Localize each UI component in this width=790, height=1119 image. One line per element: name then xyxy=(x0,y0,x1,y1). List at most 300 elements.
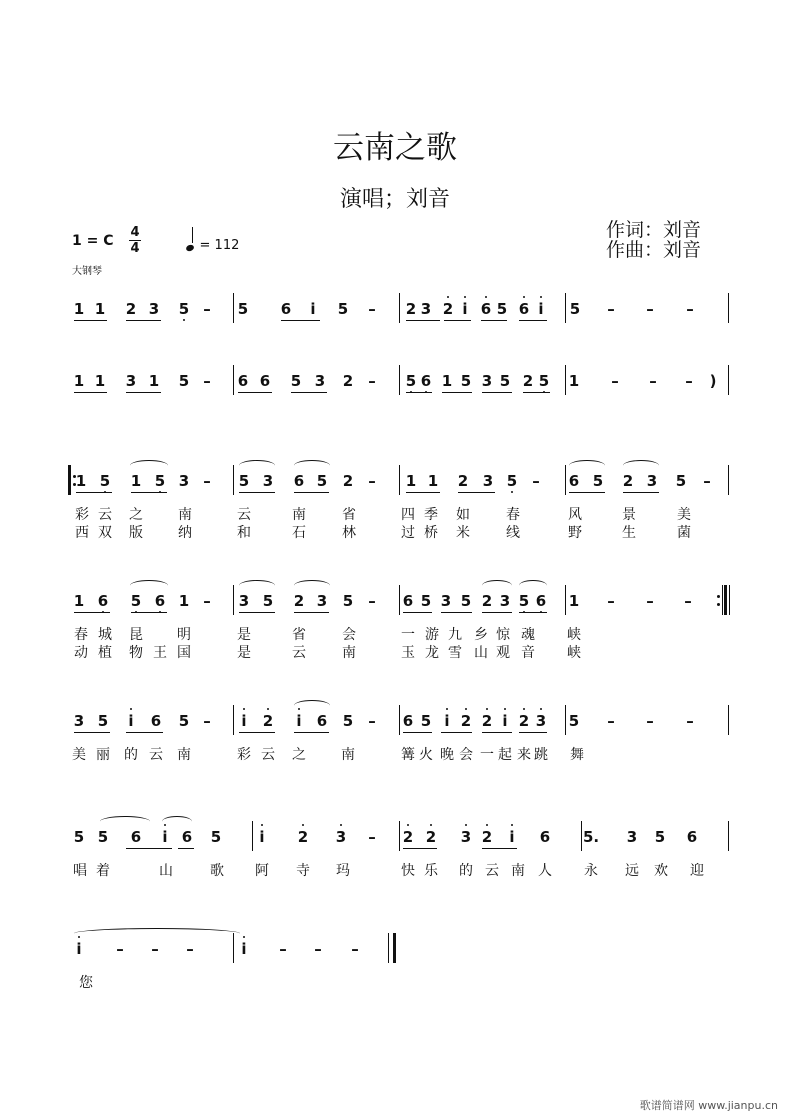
bar-line xyxy=(399,293,400,323)
note-6-6: 5 xyxy=(210,828,222,846)
note-1-16: 6 xyxy=(478,300,494,318)
note-2-23: – xyxy=(649,372,657,390)
note-1-14: 2 xyxy=(440,300,456,318)
note-6-19: 5 xyxy=(654,828,666,846)
note-6-14: 2 xyxy=(479,828,495,846)
note-1-3: 2 xyxy=(125,300,137,318)
note-3-9: 6 xyxy=(293,472,305,490)
note-4-1: 1 xyxy=(73,592,85,610)
note-3-23: 5 xyxy=(675,472,687,490)
final-thick-bar xyxy=(393,933,396,963)
beam-underline xyxy=(482,732,512,733)
octave-dot-above xyxy=(430,824,432,826)
slur-tie xyxy=(519,580,547,591)
slur-tie xyxy=(100,816,150,827)
beam-underline xyxy=(523,392,550,393)
note-4-10: 3 xyxy=(316,592,328,610)
lyric-lyrics1-5-1: 美 xyxy=(72,747,86,763)
note-7-8: – xyxy=(351,940,359,958)
note-4-5: 1 xyxy=(178,592,190,610)
note-6-17: 5. xyxy=(583,828,600,846)
lyric-lyrics1-5-11: 火 xyxy=(419,747,433,763)
tempo-value: = 112 xyxy=(199,238,240,253)
note-4-24: – xyxy=(684,592,692,610)
lyric-lyrics1-6-13: 人 xyxy=(538,863,552,879)
octave-dot-above xyxy=(340,824,342,826)
note-4-4: 6 xyxy=(152,592,168,610)
lyric-lyrics1-5-8: 之 xyxy=(292,747,306,763)
note-6-9: 3 xyxy=(333,828,349,846)
lyric-lyrics1-4-12: 惊 xyxy=(496,627,510,643)
slur-tie xyxy=(569,460,605,471)
beam-underline xyxy=(294,492,329,493)
lyric-lyrics1-5-12: 晚 xyxy=(440,747,454,763)
note-5-11: 5 xyxy=(342,712,354,730)
slur-tie xyxy=(74,928,240,939)
slur-tie xyxy=(623,460,659,471)
beam-underline xyxy=(239,492,275,493)
lyric-lyrics1-6-6: 寺 xyxy=(296,863,310,879)
beam-underline xyxy=(126,392,161,393)
octave-dot-above xyxy=(267,708,269,710)
note-1-2: 1 xyxy=(94,300,106,318)
octave-dot-above xyxy=(523,296,525,298)
note-1-17: 5 xyxy=(496,300,508,318)
octave-dot-below xyxy=(511,491,513,493)
quarter-note-stem xyxy=(192,227,193,243)
bar-line xyxy=(399,821,400,851)
note-1-12: 2 xyxy=(405,300,417,318)
lyric-lyrics1-3-5: 云 xyxy=(237,507,251,523)
lyric-lyrics2-3-5: 和 xyxy=(237,525,251,541)
note-5-17: 2 xyxy=(479,712,495,730)
lyric-lyrics1-5-15: 起 xyxy=(498,747,512,763)
lyric-lyrics1-3-12: 风 xyxy=(568,507,582,523)
note-1-18: 6 xyxy=(516,300,532,318)
repeat-end-bar xyxy=(724,585,727,615)
note-1-10: 5 xyxy=(337,300,349,318)
beam-underline xyxy=(482,612,512,613)
bar-line xyxy=(399,365,400,395)
watermark: 歌谱简谱网 www.jianpu.cn xyxy=(639,1099,778,1112)
octave-dot-above xyxy=(485,296,487,298)
lyricist-credit: 作词：刘音 xyxy=(606,219,702,241)
note-3-1: 1 xyxy=(75,472,87,490)
lyric-lyrics1-4-9: 游 xyxy=(425,627,439,643)
note-1-4: 3 xyxy=(148,300,160,318)
bar-line xyxy=(233,465,234,495)
beam-underline xyxy=(403,848,437,849)
lyric-lyrics1-5-13: 会 xyxy=(459,747,473,763)
bar-line xyxy=(728,705,729,735)
note-5-14: 5 xyxy=(420,712,432,730)
note-4-13: 6 xyxy=(402,592,414,610)
beam-underline xyxy=(294,732,329,733)
octave-dot-above xyxy=(486,708,488,710)
lyric-lyrics1-5-10: 篝 xyxy=(401,747,415,763)
note-4-22: – xyxy=(607,592,615,610)
lyric-lyrics2-4-14: 音 xyxy=(521,645,535,661)
lyric-lyrics2-4-15: 峡 xyxy=(567,645,581,661)
note-2-8: 6 xyxy=(259,372,271,390)
note-5-13: 6 xyxy=(402,712,414,730)
lyric-lyrics1-4-6: 省 xyxy=(292,627,306,643)
note-3-22: 3 xyxy=(646,472,658,490)
note-5-1: 3 xyxy=(73,712,85,730)
note-5-8: 2 xyxy=(260,712,276,730)
lyric-lyrics1-5-17: 跳 xyxy=(534,747,548,763)
note-3-12: – xyxy=(368,472,376,490)
lyric-lyrics1-5-7: 云 xyxy=(261,747,275,763)
note-1-6: – xyxy=(203,300,211,318)
note-1-21: – xyxy=(607,300,615,318)
beam-underline xyxy=(441,612,472,613)
note-6-2: 5 xyxy=(97,828,109,846)
beam-underline xyxy=(74,392,107,393)
bar-line xyxy=(565,465,566,495)
note-1-9: i xyxy=(310,300,316,318)
lyric-lyrics2-3-6: 石 xyxy=(292,525,306,541)
bar-line xyxy=(581,821,582,851)
note-3-21: 2 xyxy=(622,472,634,490)
note-5-7: i xyxy=(236,712,252,730)
note-2-13: 5 xyxy=(403,372,419,390)
note-5-23: – xyxy=(646,712,654,730)
score-row-4 xyxy=(0,592,790,672)
note-4-17: 2 xyxy=(481,592,493,610)
note-3-13: 1 xyxy=(405,472,417,490)
score-row-3 xyxy=(0,472,790,552)
lyric-lyrics2-4-6: 是 xyxy=(237,645,251,661)
note-5-21: 5 xyxy=(568,712,580,730)
note-2-25: ) xyxy=(709,372,717,390)
octave-dot-above xyxy=(130,708,132,710)
octave-dot-above xyxy=(486,824,488,826)
beam-underline xyxy=(482,392,512,393)
note-6-5: 6 xyxy=(181,828,193,846)
note-4-18: 3 xyxy=(499,592,511,610)
note-2-3: 3 xyxy=(125,372,137,390)
lyric-lyrics1-3-9: 季 xyxy=(424,507,438,523)
beam-underline xyxy=(239,732,275,733)
lyric-lyrics2-4-9: 玉 xyxy=(401,645,415,661)
octave-dot-above xyxy=(523,708,525,710)
octave-dot-above xyxy=(302,824,304,826)
note-5-24: – xyxy=(686,712,694,730)
repeat-end-thin-bar xyxy=(729,585,730,615)
lyric-lyrics1-6-14: 永 xyxy=(584,863,598,879)
beam-underline xyxy=(442,392,472,393)
lyric-lyrics2-3-9: 桥 xyxy=(424,525,438,541)
note-1-5: 5 xyxy=(176,300,192,318)
lyric-lyrics2-3-3: 版 xyxy=(129,525,143,541)
beam-underline xyxy=(569,492,605,493)
beam-underline xyxy=(126,320,161,321)
beam-underline xyxy=(74,612,110,613)
note-2-5: 5 xyxy=(178,372,190,390)
lyric-lyrics1-4-2: 城 xyxy=(98,627,112,643)
beam-underline xyxy=(291,392,327,393)
note-2-20: 5 xyxy=(536,372,552,390)
lyric-lyrics1-5-3: 的 xyxy=(124,747,138,763)
beam-underline xyxy=(403,732,432,733)
note-3-18: – xyxy=(532,472,540,490)
note-5-18: i xyxy=(497,712,513,730)
note-5-12: – xyxy=(368,712,376,730)
note-5-3: i xyxy=(123,712,139,730)
note-5-16: 2 xyxy=(458,712,474,730)
note-6-1: 5 xyxy=(73,828,85,846)
beam-underline xyxy=(178,848,194,849)
bar-line xyxy=(565,293,566,323)
note-3-4: 5 xyxy=(152,472,168,490)
octave-dot-above xyxy=(465,824,467,826)
note-2-11: 2 xyxy=(342,372,354,390)
lyric-lyrics1-3-1: 彩 xyxy=(75,507,89,523)
octave-dot-above xyxy=(465,708,467,710)
score-row-7 xyxy=(0,940,790,1020)
lyric-lyrics1-6-17: 迎 xyxy=(690,863,704,879)
note-2-24: – xyxy=(685,372,693,390)
note-3-5: 3 xyxy=(178,472,190,490)
repeat-start-bar xyxy=(68,465,71,495)
lyric-lyrics1-3-13: 景 xyxy=(622,507,636,523)
lyric-lyrics1-6-9: 乐 xyxy=(424,863,438,879)
note-4-8: 5 xyxy=(262,592,274,610)
octave-dot-above xyxy=(261,824,263,826)
lyric-lyrics1-5-5: 南 xyxy=(177,747,191,763)
lyric-lyrics1-6-11: 云 xyxy=(485,863,499,879)
beam-underline xyxy=(74,732,110,733)
note-4-11: 5 xyxy=(342,592,354,610)
note-7-4: – xyxy=(186,940,194,958)
note-5-19: 2 xyxy=(516,712,532,730)
octave-dot-above xyxy=(464,296,466,298)
note-7-3: – xyxy=(151,940,159,958)
note-4-7: 3 xyxy=(238,592,250,610)
beam-underline xyxy=(239,612,275,613)
beam-underline xyxy=(131,492,167,493)
note-3-6: – xyxy=(203,472,211,490)
note-3-24: – xyxy=(703,472,711,490)
lyric-lyrics2-4-11: 雪 xyxy=(448,645,462,661)
lyric-lyrics1-4-13: 魂 xyxy=(521,627,535,643)
slur-tie xyxy=(239,580,275,591)
note-3-2: 5 xyxy=(97,472,113,490)
note-1-7: 5 xyxy=(237,300,249,318)
slur-tie xyxy=(130,580,168,591)
octave-dot-above xyxy=(540,708,542,710)
lyric-lyrics2-4-10: 龙 xyxy=(425,645,439,661)
octave-dot-above xyxy=(447,296,449,298)
note-6-13: 3 xyxy=(458,828,474,846)
note-2-14: 6 xyxy=(418,372,434,390)
note-1-1: 1 xyxy=(73,300,85,318)
note-6-20: 6 xyxy=(686,828,698,846)
lyric-lyrics2-4-4: 王 xyxy=(153,645,167,661)
beam-underline xyxy=(444,320,471,321)
note-4-15: 3 xyxy=(440,592,452,610)
beam-underline xyxy=(294,612,329,613)
octave-dot-above xyxy=(407,824,409,826)
note-3-7: 5 xyxy=(238,472,250,490)
performer-line: 演唱；刘音 xyxy=(339,187,450,212)
key-signature: 1 = C xyxy=(72,233,114,249)
note-5-15: i xyxy=(439,712,455,730)
beam-underline xyxy=(281,320,320,321)
bar-line xyxy=(399,465,400,495)
octave-dot-above xyxy=(243,936,245,938)
lyric-lyrics1-5-14: 一 xyxy=(480,747,494,763)
note-2-1: 1 xyxy=(73,372,85,390)
note-3-10: 5 xyxy=(316,472,328,490)
beam-underline xyxy=(482,848,517,849)
repeat-dots xyxy=(717,589,720,609)
note-4-23: – xyxy=(646,592,654,610)
lyric-lyrics2-4-12: 山 xyxy=(474,645,488,661)
beam-underline xyxy=(76,492,112,493)
lyric-lyrics1-6-12: 南 xyxy=(511,863,525,879)
octave-dot-above xyxy=(540,296,542,298)
slur-tie xyxy=(130,460,168,471)
time-signature-bottom: 4 xyxy=(130,241,140,256)
note-6-15: i xyxy=(504,828,520,846)
note-1-8: 6 xyxy=(280,300,292,318)
slur-tie xyxy=(162,816,192,827)
lyric-lyrics2-4-5: 国 xyxy=(177,645,191,661)
lyric-lyrics1-5-18: 舞 xyxy=(570,747,584,763)
beam-underline xyxy=(519,612,547,613)
bar-line xyxy=(728,293,729,323)
beam-underline xyxy=(406,392,432,393)
bar-line xyxy=(399,585,400,615)
note-6-7: i xyxy=(254,828,270,846)
lyric-lyrics2-4-2: 植 xyxy=(98,645,112,661)
bar-line xyxy=(565,585,566,615)
instrument-label: 大钢琴 xyxy=(72,266,102,277)
note-2-6: – xyxy=(203,372,211,390)
note-2-21: 1 xyxy=(568,372,580,390)
beam-underline xyxy=(481,320,507,321)
note-2-12: – xyxy=(368,372,376,390)
lyric-lyrics1-5-9: 南 xyxy=(341,747,355,763)
octave-dot-below xyxy=(183,319,185,321)
lyric-lyrics1-3-2: 云 xyxy=(98,507,112,523)
note-6-18: 3 xyxy=(626,828,638,846)
lyric-lyrics1-6-2: 着 xyxy=(96,863,110,879)
lyric-lyrics1-4-5: 是 xyxy=(237,627,251,643)
bar-line xyxy=(252,821,253,851)
note-4-2: 6 xyxy=(95,592,111,610)
note-5-5: 5 xyxy=(178,712,190,730)
note-2-17: 3 xyxy=(481,372,493,390)
note-4-14: 5 xyxy=(420,592,432,610)
note-3-16: 3 xyxy=(482,472,494,490)
note-6-4: i xyxy=(157,828,173,846)
lyric-lyrics2-4-1: 动 xyxy=(74,645,88,661)
bar-line xyxy=(728,465,729,495)
note-1-11: – xyxy=(368,300,376,318)
note-2-10: 3 xyxy=(314,372,326,390)
note-1-23: – xyxy=(686,300,694,318)
note-2-16: 5 xyxy=(460,372,472,390)
lyric-lyrics1-3-4: 南 xyxy=(178,507,192,523)
note-6-3: 6 xyxy=(130,828,142,846)
beam-underline xyxy=(406,320,440,321)
note-4-9: 2 xyxy=(293,592,305,610)
lyric-lyrics1-3-7: 省 xyxy=(342,507,356,523)
lyric-lyrics2-3-1: 西 xyxy=(75,525,89,541)
note-5-22: – xyxy=(607,712,615,730)
note-7-6: – xyxy=(279,940,287,958)
beam-underline xyxy=(403,612,432,613)
time-signature-top: 4 xyxy=(130,225,140,240)
note-1-15: i xyxy=(457,300,473,318)
lyric-lyrics1-4-4: 明 xyxy=(177,627,191,643)
lyric-lyrics2-4-13: 观 xyxy=(496,645,510,661)
lyric-lyrics1-6-4: 歌 xyxy=(210,863,224,879)
note-3-8: 3 xyxy=(262,472,274,490)
lyric-lyrics1-6-1: 唱 xyxy=(73,863,87,879)
lyric-lyrics1-6-15: 远 xyxy=(625,863,639,879)
lyric-lyrics2-4-3: 物 xyxy=(129,645,143,661)
note-3-11: 2 xyxy=(342,472,354,490)
lyric-lyrics1-4-14: 峡 xyxy=(567,627,581,643)
lyric-lyrics1-4-10: 九 xyxy=(448,627,462,643)
note-3-20: 5 xyxy=(592,472,604,490)
lyric-lyrics1-5-4: 云 xyxy=(149,747,163,763)
octave-dot-above xyxy=(504,708,506,710)
note-6-8: 2 xyxy=(295,828,311,846)
note-7-1: i xyxy=(71,940,87,958)
note-6-11: 2 xyxy=(400,828,416,846)
score-row-6 xyxy=(0,828,790,908)
bar-line xyxy=(565,365,566,395)
beam-underline xyxy=(238,392,272,393)
note-2-19: 2 xyxy=(522,372,534,390)
beam-underline xyxy=(406,492,440,493)
lyric-lyrics1-5-6: 彩 xyxy=(237,747,251,763)
lyric-lyrics1-6-16: 欢 xyxy=(654,863,668,879)
lyric-lyrics1-6-3: 山 xyxy=(159,863,173,879)
lyric-lyrics2-3-13: 生 xyxy=(622,525,636,541)
octave-dot-above xyxy=(446,708,448,710)
song-title: 云南之歌 xyxy=(333,130,457,166)
note-2-9: 5 xyxy=(290,372,302,390)
beam-underline xyxy=(519,320,547,321)
beam-underline xyxy=(519,732,547,733)
lyric-lyrics2-3-4: 纳 xyxy=(178,525,192,541)
note-5-20: 3 xyxy=(533,712,549,730)
lyric-lyrics1-3-10: 如 xyxy=(456,507,470,523)
lyric-lyrics1-4-7: 会 xyxy=(342,627,356,643)
note-2-4: 1 xyxy=(148,372,160,390)
score-row-1 xyxy=(0,300,790,380)
note-2-15: 1 xyxy=(441,372,453,390)
note-3-19: 6 xyxy=(568,472,580,490)
slur-tie xyxy=(294,700,330,711)
note-7-2: – xyxy=(116,940,124,958)
lyric-lyrics1-3-14: 美 xyxy=(677,507,691,523)
note-4-21: 1 xyxy=(568,592,580,610)
bar-line xyxy=(233,705,234,735)
repeat-dots xyxy=(73,469,76,489)
lyric-lyrics2-3-12: 野 xyxy=(568,525,582,541)
lyric-lyrics2-3-11: 线 xyxy=(506,525,520,541)
note-7-5: i xyxy=(236,940,252,958)
note-2-18: 5 xyxy=(499,372,511,390)
note-7-7: – xyxy=(314,940,322,958)
